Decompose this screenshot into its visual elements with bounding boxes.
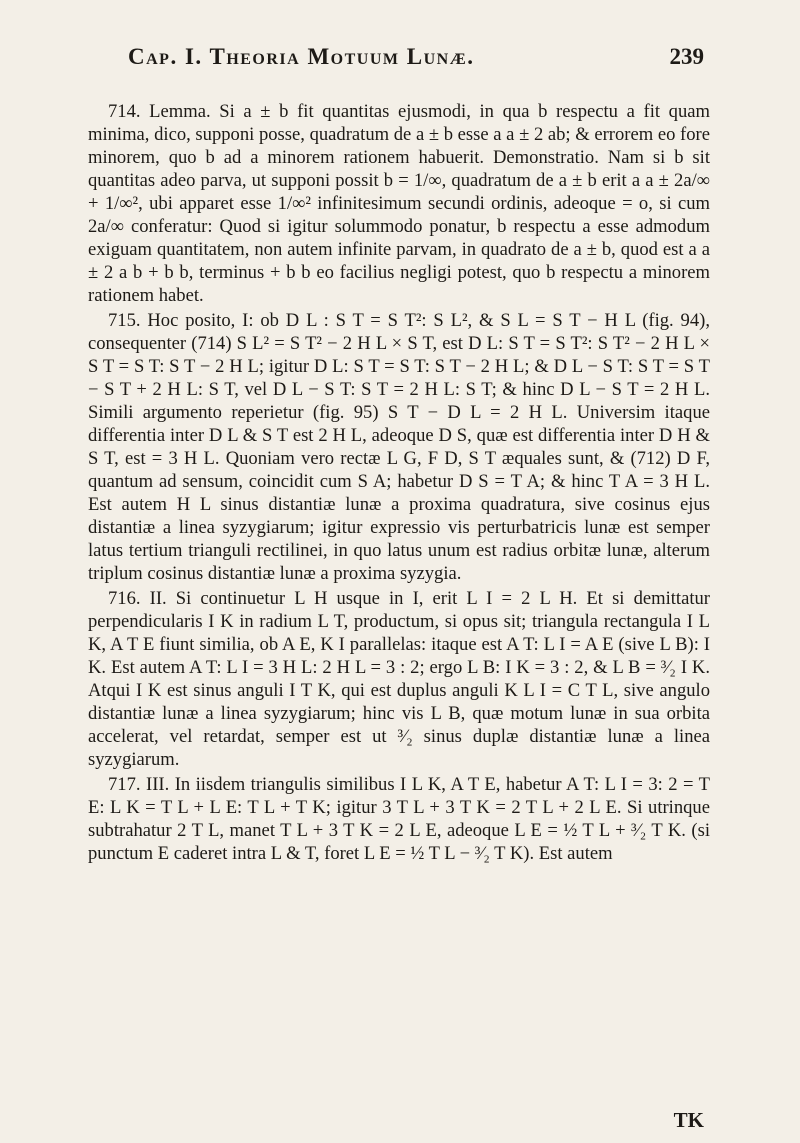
running-header [0, 44, 800, 88]
page-number: 239 [669, 44, 704, 69]
body-text [88, 100, 710, 865]
paragraph-714-lemma: 714. Lemma. Si a ± b fit quantitas ejusmodi, in qua b respectu a fit quam minima, dico, supponi posse, quadratum de a ± b esse a a ± 2 ab; & errorem eo fore minorem, quo b ad a minorem rationem habuerit. Demonstratio. Nam si b sit quantitas adeo parva, ut supponi possit b = 1/∞, quadratum de a ± b erit a a ± 2a/∞ + 1/∞², ubi apparet esse 1/∞² infinitesimum secundi ordinis, adeoque = o, si cum 2a/∞ conferatur: Quod si igitur solummodo ponatur, b respectu a esse admodum exiguam quantitatem, non autem infinite parvam, in quadrato de a ± b, quod est a a ± 2 a b + b b, terminus + b b eo facilius negligi potest, quo b respectu a minorem rationem habet. [88, 101, 710, 306]
paragraph-715: 715. Hoc posito, I: ob D L : S T = S T²: S L², & S L = S T − H L (fig. 94), consequenter (714) S L² = S T² − 2 H L × S T, est D L: S T = S T²: S T² − 2 H L × S T = S T: S T − 2 H L; igitur D L: S T = S T: S T − 2 H L; & D L − S T: S T = S T − S T + 2 H L: S T, vel D L − S T: S T = 2 H L: S T; & hinc D L − S T = 2 H L. Simili argumento reperietur (fig. 95) S T − D L = 2 H L. Universim itaque differentia inter D L & S T est 2 H L, adeoque D S, quæ est differentia inter D H & S T, est = 3 H L. Quoniam vero rectæ L G, F D, S T æquales sunt, & (712) D F, quantum ad sensum, coincidit cum S A; habetur D S = T A; & hinc T A = 3 H L. Est autem H L sinus distantiæ lunæ a proxima quadratura, sive cosinus ejus distantiæ a linea syzygiarum; igitur expressio vis perturbatricis lunæ est semper latus tertium trianguli rectilinei, in quo latus unum est radius orbitæ lunæ, alterum triplum cosinus distantiæ lunæ a proxima syzygia. [88, 310, 710, 584]
running-title: Cap. I. Theoria Motuum Lunæ. [128, 44, 475, 69]
paragraph-716: 716. II. Si continuetur L H usque in I, erit L I = 2 L H. Et si demittatur perpendicularis I K in radium L T, productum, si opus sit; triangula rectangula I L K, A T E fiunt similia, ob A E, K I parallelas: itaque est A T: L I = A E (sive L B): I K. Est autem A T: L I = 3 H L: 2 H L = 3 : 2; ergo L B: I K = 3 : 2, & L B = ³⁄₂ I K. Atqui I K est sinus anguli I T K, qui est duplus anguli K L I = C T L, sive angulo distantiæ lunæ a linea syzygiarum; hinc vis L B, quæ motum lunæ in sua orbita accelerat, vel retardat, semper est ut ³⁄₂ sinus duplæ distantiæ lunæ a linea syzygiarum. [88, 588, 710, 770]
paragraph-717: 717. III. In iisdem triangulis similibus I L K, A T E, habetur A T: L I = 3: 2 = T E: L K = T L + L E: T L + T K; igitur 3 T L + 3 T K = 2 T L + 2 L E. Si utrinque subtrahatur 2 T L, manet T L + 3 T K = 2 L E, adeoque L E = ½ T L + ³⁄₂ T K. (si punctum E caderet intra L & T, foret L E = ½ T L − ³⁄₂ T K). Est autem [88, 774, 710, 864]
catchword: TK [673, 1108, 704, 1132]
